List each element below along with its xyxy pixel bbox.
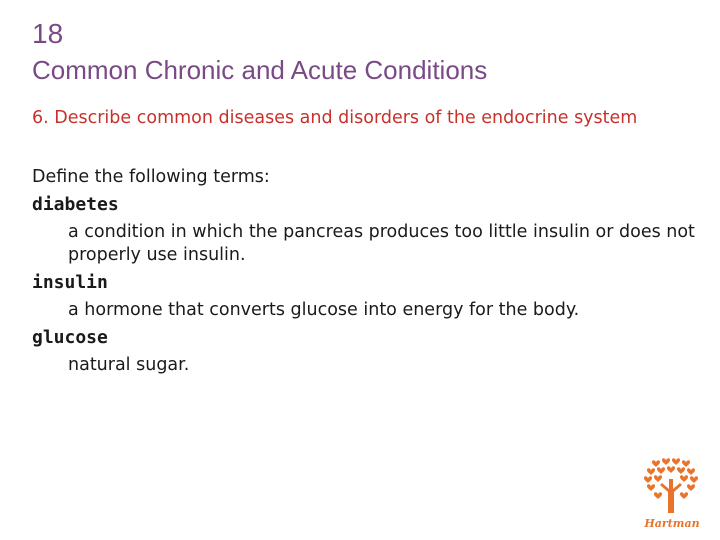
learning-objective: 6. Describe common diseases and disorders of the endocrine system <box>32 108 638 128</box>
chapter-title: Common Chronic and Acute Conditions <box>32 55 488 85</box>
definition-diabetes: a condition in which the pancreas produces too little insulin or does not properly use insulin. <box>68 222 695 265</box>
definitions-intro: Define the following terms: <box>32 167 270 187</box>
term-diabetes: diabetes <box>32 194 119 215</box>
hartman-logo <box>640 457 706 532</box>
definitions-section <box>32 165 704 381</box>
definition-glucose: natural sugar. <box>68 355 190 375</box>
term-insulin: insulin <box>32 272 108 293</box>
chapter-number: 18 <box>32 18 64 49</box>
heart-tree-icon <box>640 457 706 532</box>
definition-insulin: a hormone that converts glucose into energy for the body. <box>68 300 580 320</box>
term-glucose: glucose <box>32 327 108 348</box>
logo-text: Hartman <box>644 517 700 530</box>
